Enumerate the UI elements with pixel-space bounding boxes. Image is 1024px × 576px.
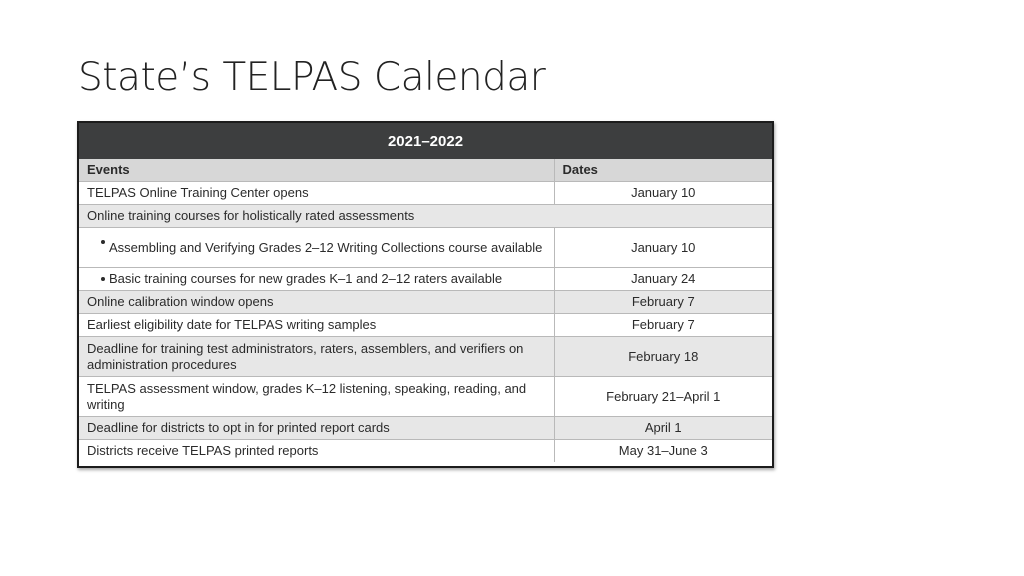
slide-title: State’s TELPAS Calendar: [78, 55, 546, 100]
table-row: [79, 314, 772, 337]
event-cell: [79, 268, 554, 291]
event-text: Basic training courses for new grades K–1 and 2–12 raters available: [109, 271, 503, 286]
date-cell: February 7: [554, 314, 772, 337]
bullet-icon: [101, 277, 105, 281]
event-cell: Districts receive TELPAS printed reports: [79, 440, 554, 463]
date-cell: April 1: [554, 417, 772, 440]
date-cell: February 18: [554, 337, 772, 377]
table-row: [79, 337, 772, 377]
table-row: [79, 268, 772, 291]
table-row: [79, 417, 772, 440]
table-row: [79, 182, 772, 205]
event-cell: [79, 228, 554, 268]
table-year-header: 2021–2022: [79, 123, 772, 159]
table-row-section: [79, 205, 772, 228]
event-cell: Earliest eligibility date for TELPAS writing samples: [79, 314, 554, 337]
date-cell: January 10: [554, 182, 772, 205]
bullet-icon: [101, 240, 105, 244]
table-row: [79, 228, 772, 268]
date-cell: January 24: [554, 268, 772, 291]
event-text: Assembling and Verifying Grades 2–12 Writing Collections course available: [109, 239, 543, 255]
calendar-grid: [79, 159, 772, 462]
date-cell: May 31–June 3: [554, 440, 772, 463]
event-cell: Deadline for training test administrators, raters, assemblers, and verifiers on administration procedures: [79, 337, 554, 377]
event-cell: Online calibration window opens: [79, 291, 554, 314]
event-cell: Deadline for districts to opt in for printed report cards: [79, 417, 554, 440]
dates-column-header: Dates: [554, 159, 772, 182]
date-cell: February 7: [554, 291, 772, 314]
table-row: [79, 377, 772, 417]
event-cell: TELPAS Online Training Center opens: [79, 182, 554, 205]
table-row: [79, 291, 772, 314]
date-cell: February 21–April 1: [554, 377, 772, 417]
event-cell: Online training courses for holistically rated assessments: [79, 205, 772, 228]
event-cell: TELPAS assessment window, grades K–12 listening, speaking, reading, and writing: [79, 377, 554, 417]
calendar-table: [77, 121, 774, 468]
column-header-row: [79, 159, 772, 182]
date-cell: January 10: [554, 228, 772, 268]
table-row: [79, 440, 772, 463]
events-column-header: Events: [79, 159, 554, 182]
